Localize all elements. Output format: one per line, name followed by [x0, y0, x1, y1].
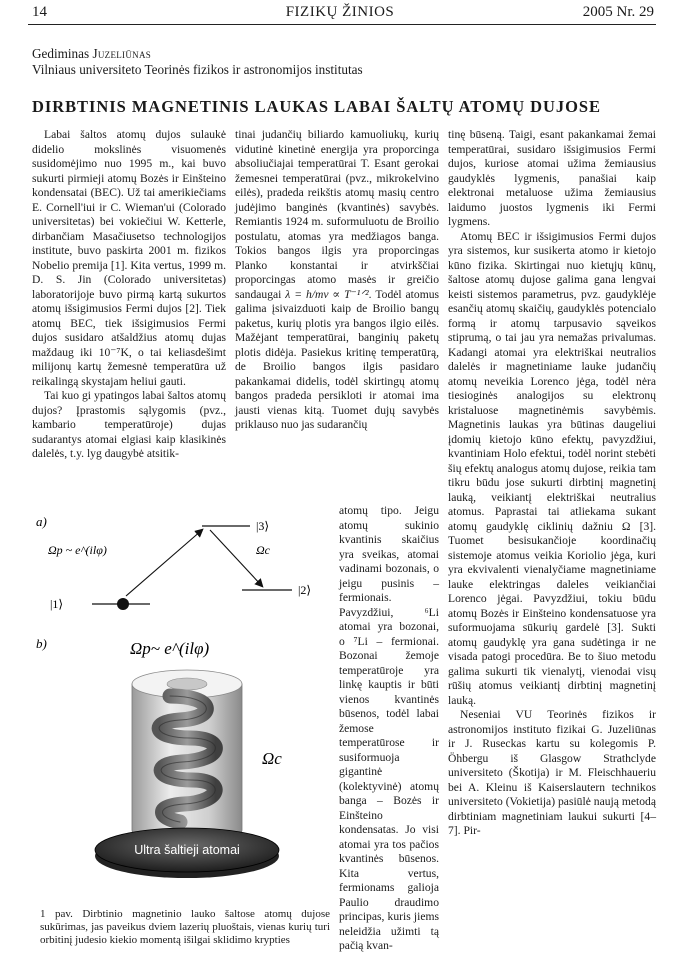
paragraph: [235, 128, 439, 433]
author-name: [32, 46, 363, 62]
text-column-2: [235, 128, 439, 433]
level-2-label: |2⟩: [298, 583, 312, 597]
cylinder-core: [167, 678, 207, 690]
paragraph: atomų tipo. Jeigu atomų sukinio kvantinis skaičius yra sveikas, atomai vadinami bozonais, o jeigu pusinis – fermionais. Pavyzdžiui, ⁶Li atomai yra bozonai, o ⁷Li – fermionai. Bozonai žemoje temperatūroje yra linkę kauptis ir būti vienos kvantinės būsenos, todėl labai žemose temperatūrose ir susiformuoja gigantinė (kolektyvinė) atomų banga – Bozės ir Einšteino kondensatas. Jo visi atomai yra tos pačios kvantinės būsenos. Kita vertus, fermionams galioja Paulio draudimo principas, kuris jiems neleidžia užimti tą pačią kvan-: [339, 504, 439, 952]
level-3-label: |3⟩: [256, 519, 270, 533]
issue-number: 2005 Nr. 29: [582, 4, 654, 20]
omega-c-label-b: Ωc: [262, 749, 282, 768]
page-number: 14: [32, 4, 47, 20]
de-broglie-formula: λ = h/mv ∝ T⁻¹ᐟ²: [285, 287, 369, 301]
atom-cloud-label: Ultra šaltieji atomai: [134, 843, 240, 857]
probe-arrow: [126, 530, 202, 596]
paragraph: Neseniai VU Teorinės fizikos ir astronomijos instituto fizikai G. Juzeliūnas ir J. Ruseckas kartu su kolegomis P. Öhbergu iš Glasgow Strathclyde universiteto (Škotija) ir M. Fleischhaueriu bei A. Kleinu iš Kaiserslautern technikos universiteto (Vokietija) pasiūlė naują metodą dirbtiniam magnetiniam laukui sukurti [4–7]. Pir-: [448, 708, 656, 837]
omega-c-label-a: Ωc: [256, 543, 271, 557]
author-block: [32, 46, 363, 78]
panel-b-label: b): [36, 636, 47, 651]
author-affiliation: Vilniaus universiteto Teorinės fizikos ir astronomijos institutas: [32, 62, 363, 77]
paragraph: tinę būseną. Taigi, esant pakankamai žemai temperatūrai, susidaro išsigimusios Fermi dujos, kuriose atomai užima žemiausius gaudyklės lygmenis, panašiai kaip elektronai metaluose užima žemiausius laidumo juostos lygmenis iki Fermi lygmens.: [448, 128, 656, 228]
omega-p-label-b: Ωp~ e^(ilφ): [130, 639, 210, 658]
author-first-name: Gediminas: [32, 46, 90, 61]
atom-dot: [117, 598, 129, 610]
paragraph-text: tinai judančių biliardo kamuoliukų, kurių vidutinė kinetinė energija yra proporcinga absoliučiajai temperatūrai T. Esant gerokai žemesnei temperatūrai (pvz., mikrokelvino eilės), pradeda reikštis atomų masių centro judėjimo banginės (kvantinės) savybės. Remiantis 1924 m. suformuluotu de Broilio postulatu, atomas yra medžiagos banga. Tokios bangos ilgis yra proporcingas Planko konstantai ir atvirkščiai proporcingas atomo masės ir greičio sandaugai: [235, 128, 439, 301]
text-column-3: [448, 128, 656, 839]
omega-p-label-a: Ωp ~ e^(ilφ): [48, 543, 107, 557]
article-title: DIRBTINIS MAGNETINIS LAUKAS LABAI ŠALTŲ ATOMŲ DUJOSE: [32, 97, 601, 116]
coupling-arrow: [210, 530, 262, 586]
paragraph-text: . Todėl atomus galima įsivaizduoti kaip de Broilio bangų paketus, kurių plotis yra bangos ilgio eilės. Mažėjant temperatūrai, banginių paketų plotis didėja. Pasiekus kritinę temperatūrą, de Broilio bangos ilgis pasidaro pakankamai didelis, todėl skirtingų atomų bangos pradeda persikloti ir atomai ima jausti vienas kitą. Tuomet dujų savybės priklauso nuo jas sudarančių: [235, 287, 440, 431]
paragraph: Labai šaltos atomų dujos sulaukė didelio mokslinės visuomenės susidomėjimo nuo 1995 m., kai buvo sukurti pirmieji atomų Bozės ir Einšteino kondensatai (BEC). Už tai amerikiečiams E. Cornell'iui ir C. Wieman'ui (Colorado universitetas) bei vokiečiui W. Ketterle, dirbančiam Masačiusetso technologijos institute, buvo paskirta 2001 m. fizikos Nobelio premija [1]. Kita vertus, 1999 m. D. S. Jin (Colorado universitetas) laboratorijoje buvo pirmą kartą sukurtos atomų išsigimusios Fermi dujos [2]. Tiek atomų BEC, tiek išsigimusios Fermi dujos susidaro atšaldžius atomų dujas maždaug iki 10⁻⁷K, o tai keliasdešimt milijonų kartų žemesnė temperatūra už reikalingą skystajam heliui gauti.: [32, 128, 226, 388]
paragraph: Atomų BEC ir išsigimusios Fermi dujos yra sistemos, kur susikerta atomo ir kietojo kūno fizika. Skirtingai nuo kietųjų kūnų, šaltose atomų dujose galima gana lengvai keisti sistemos parametrus, pvz. gaudyklėje esančių atomų skaičių, gaudyklės potencialo formą ir atomų tarpusavio sąveikos stiprumą, o tai jau yra nemažas privalumas. Kadangi atomai yra elektriškai neutralios dalelės ir magnetiniame lauke judančių atomų neveikia Lorenco jėga, todėl nėra tiesioginės analogijos su elektronų kristaluose magnetinėmis savybėmis. Magnetinis laukas yra būtinas daugeliui įdomių kietojo kūno efektų, pavyzdžiui, kvantiniam Holo efektui, todėl norint stebėti šių efektų analogus atomų dujose, reikia tam tikru būdu jose sukurti dirbtinį magnetinį lauką, veikiantį elektriškai neutralius atomus. Paprastai tai atliekama sukant atomų gaudyklę ciklinių dažniu Ω [3]. Tuomet besisukančioje koordinačių sistemoje atomus veikia Koriolio jėga, kuri yra ekvivalenti vienalyčiame magnetiniame lauke elektringas daleles veikiančiai Lorenco jėgai. Pavyzdžiui, tokiu būdu atomų Bozės ir Einšteino kondensatuose yra suformuojama sūkurių gardelė [3]. Sukti atomų gaudyklę yra gana sudėtinga ir ne visada patogi procedūra. Be to šiuo metodu galima sukurti tik vienalytį, vienodai visų rūšių atomus veikiantį dirbtinį magnetinį lauką.: [448, 229, 656, 707]
text-column-1: [32, 128, 226, 462]
helical-wavefront: [159, 696, 215, 822]
figure-caption: 1 pav. Dirbtinio magnetinio lauko šaltose atomų dujose sukūrimas, jas paveikus dviem lazerių pluoštais, vienas kurių turi orbitinį judesio kiekio momentą išilgai sklidimo krypties: [40, 908, 330, 946]
level-1-label: |1⟩: [50, 597, 64, 611]
text-column-2-narrow: [339, 504, 439, 954]
paragraph: Tai kuo gi ypatingos labai šaltos atomų dujos? Įprastomis sąlygomis (pvz., kambario temperatūroje) dujas sudarantys atomai elgiasi kaip klasikinės dalelės, t.y. lyg daugybė atsitik-: [32, 389, 226, 460]
journal-title: FIZIKŲ ŽINIOS: [285, 4, 395, 20]
author-last-name: Juzeliūnas: [92, 46, 152, 61]
panel-a-label: a): [36, 514, 47, 529]
header-rule: [28, 24, 656, 25]
figure-1: [30, 512, 332, 897]
